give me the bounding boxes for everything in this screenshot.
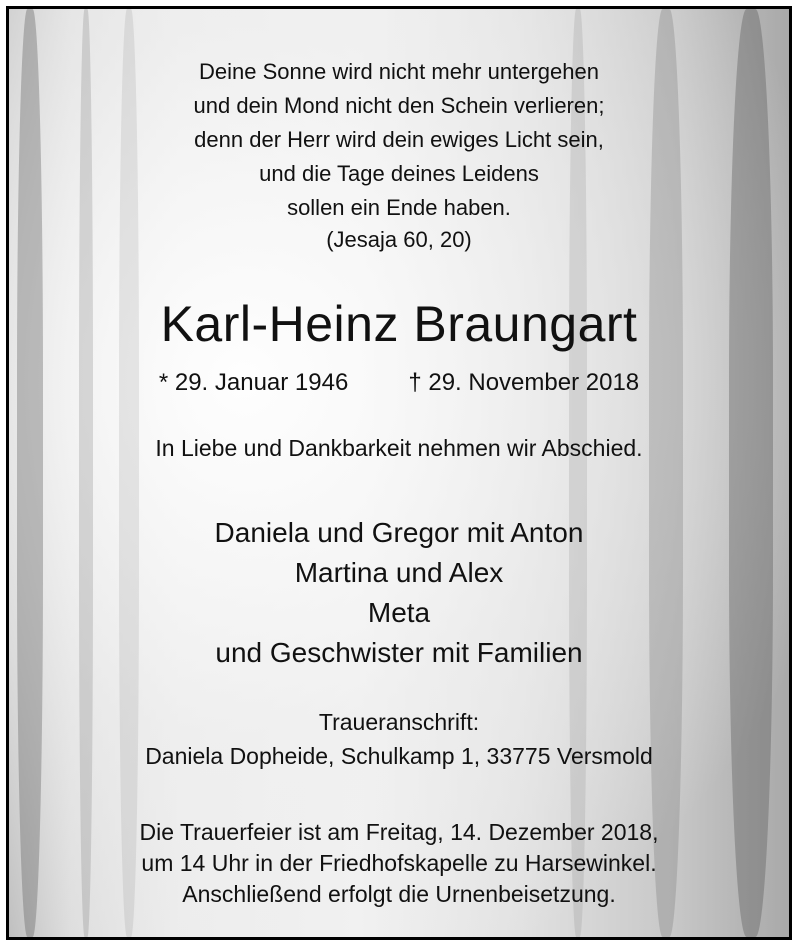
death-date: † 29. November 2018 [408, 369, 640, 396]
verse-line: Deine Sonne wird nicht mehr untergehen [199, 59, 599, 84]
obituary-frame [6, 6, 792, 940]
birth-date: * 29. Januar 1946 [158, 369, 349, 396]
mourner-line: Martina und Alex [294, 557, 504, 588]
verse-line: sollen ein Ende haben. [287, 195, 511, 220]
farewell-text: In Liebe und Dankbarkeit nehmen wir Abschied. [155, 435, 643, 461]
verse-line: und die Tage deines Leidens [259, 161, 539, 186]
obituary-content [9, 9, 789, 937]
address-label: Traueranschrift: [318, 709, 480, 735]
mourner-line: Meta [367, 597, 431, 628]
address-value: Daniela Dopheide, Schulkamp 1, 33775 Versmold [145, 743, 653, 769]
bible-verse [9, 55, 789, 225]
mourner-line: und Geschwister mit Familien [215, 637, 583, 668]
service-line: Die Trauerfeier ist am Freitag, 14. Dezember 2018, [139, 819, 659, 845]
verse-reference: (Jesaja 60, 20) [326, 227, 472, 252]
service-line: um 14 Uhr in der Friedhofskapelle zu Harsewinkel. [141, 850, 657, 876]
service-details [9, 817, 789, 910]
mourner-line: Daniela und Gregor mit Anton [214, 517, 584, 548]
mourners-list [9, 513, 789, 673]
life-dates [9, 369, 789, 397]
verse-line: und dein Mond nicht den Schein verlieren; [193, 93, 605, 118]
deceased-name: Karl-Heinz Braungart [160, 296, 638, 352]
service-line: Anschließend erfolgt die Urnenbeisetzung. [182, 881, 616, 907]
verse-line: denn der Herr wird dein ewiges Licht sein, [194, 127, 604, 152]
